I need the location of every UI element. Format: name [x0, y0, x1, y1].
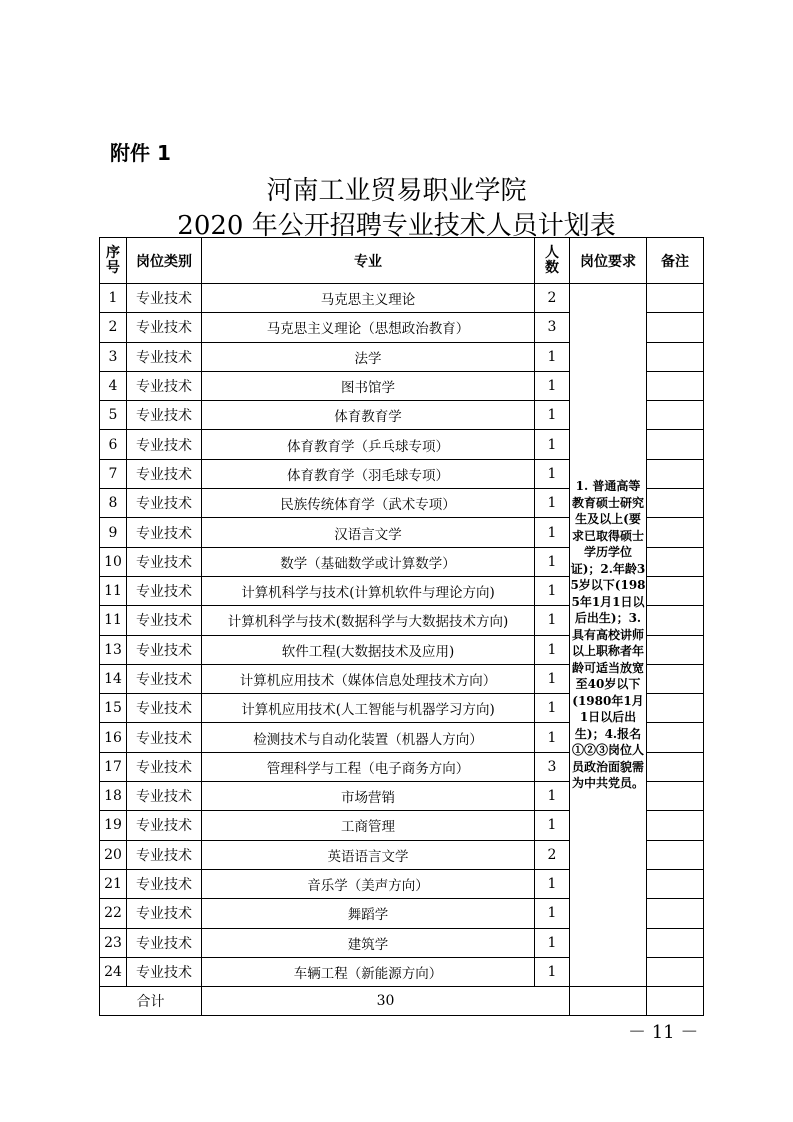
row-number: 23 — [100, 928, 127, 957]
row-count: 1 — [535, 459, 570, 488]
row-major: 法学 — [202, 342, 535, 371]
row-category: 专业技术 — [127, 518, 202, 547]
row-number: 4 — [100, 371, 127, 400]
row-number: 11 — [100, 606, 127, 635]
row-number: 17 — [100, 752, 127, 781]
row-count: 1 — [535, 430, 570, 459]
row-count: 1 — [535, 401, 570, 430]
row-number: 16 — [100, 723, 127, 752]
total-label: 合计 — [100, 987, 202, 1016]
row-major: 软件工程(大数据技术及应用) — [202, 635, 535, 664]
row-category: 专业技术 — [127, 284, 202, 313]
row-count: 1 — [535, 576, 570, 605]
header-major: 专业 — [202, 238, 535, 284]
row-number: 8 — [100, 489, 127, 518]
row-category: 专业技术 — [127, 899, 202, 928]
row-remarks — [647, 899, 704, 928]
recruitment-plan-table — [99, 237, 704, 1016]
row-count: 1 — [535, 694, 570, 723]
row-category: 专业技术 — [127, 430, 202, 459]
row-remarks — [647, 401, 704, 430]
row-major: 英语语言文学 — [202, 840, 535, 869]
row-category: 专业技术 — [127, 489, 202, 518]
row-category: 专业技术 — [127, 723, 202, 752]
row-number: 18 — [100, 782, 127, 811]
row-count: 1 — [535, 957, 570, 986]
row-count: 1 — [535, 547, 570, 576]
document-subtitle: 2020 年公开招聘专业技术人员计划表 — [177, 211, 616, 241]
total-value: 30 — [202, 987, 570, 1016]
row-count: 1 — [535, 928, 570, 957]
total-row — [100, 987, 704, 1016]
row-number: 7 — [100, 459, 127, 488]
row-count: 1 — [535, 518, 570, 547]
row-number: 2 — [100, 313, 127, 342]
row-remarks — [647, 840, 704, 869]
row-count: 2 — [535, 840, 570, 869]
row-category: 专业技术 — [127, 928, 202, 957]
row-category: 专业技术 — [127, 342, 202, 371]
row-remarks — [647, 518, 704, 547]
row-remarks — [647, 694, 704, 723]
row-major: 车辆工程（新能源方向） — [202, 957, 535, 986]
row-major: 民族传统体育学（武术专项） — [202, 489, 535, 518]
row-count: 1 — [535, 342, 570, 371]
row-number: 14 — [100, 664, 127, 693]
row-count: 1 — [535, 371, 570, 400]
row-remarks — [647, 489, 704, 518]
row-count: 1 — [535, 869, 570, 898]
table-header-row — [100, 238, 704, 284]
header-count: 人 数 — [535, 238, 570, 284]
document-title: 河南工业贸易职业学院 — [266, 176, 527, 206]
total-requirements-empty — [570, 987, 647, 1016]
row-count: 2 — [535, 284, 570, 313]
page-number: － 11 － — [628, 1022, 699, 1043]
row-category: 专业技术 — [127, 782, 202, 811]
row-major: 马克思主义理论（思想政治教育） — [202, 313, 535, 342]
row-count: 3 — [535, 313, 570, 342]
row-category: 专业技术 — [127, 664, 202, 693]
row-remarks — [647, 459, 704, 488]
table-row — [100, 284, 704, 313]
requirements-cell: 1. 普通高等教育硕士研究生及以上(要求已取得硕士学历学位证)；2.年龄35岁以下(1985年1月1日以后出生)；3.具有高校讲师以上职称者年龄可适当放宽至40岁以下(1980年1月1日以后出生)；4.报名①②③岗位人员政治面貌需为中共党员。 — [570, 284, 647, 987]
row-remarks — [647, 723, 704, 752]
row-number: 5 — [100, 401, 127, 430]
row-category: 专业技术 — [127, 635, 202, 664]
row-number: 13 — [100, 635, 127, 664]
row-major: 计算机应用技术(人工智能与机器学习方向) — [202, 694, 535, 723]
row-major: 图书馆学 — [202, 371, 535, 400]
row-number: 9 — [100, 518, 127, 547]
row-category: 专业技术 — [127, 459, 202, 488]
row-major: 体育教育学 — [202, 401, 535, 430]
attachment-label: 附件 1 — [110, 141, 171, 165]
row-remarks — [647, 635, 704, 664]
row-major: 检测技术与自动化装置（机器人方向） — [202, 723, 535, 752]
row-number: 19 — [100, 811, 127, 840]
row-category: 专业技术 — [127, 752, 202, 781]
row-major: 工商管理 — [202, 811, 535, 840]
row-category: 专业技术 — [127, 840, 202, 869]
row-count: 1 — [535, 489, 570, 518]
row-remarks — [647, 957, 704, 986]
row-remarks — [647, 576, 704, 605]
row-major: 体育教育学（乒乓球专项） — [202, 430, 535, 459]
row-remarks — [647, 664, 704, 693]
row-count: 1 — [535, 606, 570, 635]
row-remarks — [647, 606, 704, 635]
row-remarks — [647, 342, 704, 371]
row-major: 管理科学与工程（电子商务方向） — [202, 752, 535, 781]
row-remarks — [647, 752, 704, 781]
row-remarks — [647, 869, 704, 898]
row-count: 1 — [535, 635, 570, 664]
row-number: 3 — [100, 342, 127, 371]
row-major: 计算机科学与技术(计算机软件与理论方向) — [202, 576, 535, 605]
row-major: 汉语言文学 — [202, 518, 535, 547]
header-remarks: 备注 — [647, 238, 704, 284]
row-category: 专业技术 — [127, 576, 202, 605]
row-category: 专业技术 — [127, 869, 202, 898]
row-number: 11 — [100, 576, 127, 605]
row-count: 1 — [535, 723, 570, 752]
row-number: 6 — [100, 430, 127, 459]
row-count: 1 — [535, 811, 570, 840]
row-count: 1 — [535, 782, 570, 811]
row-remarks — [647, 371, 704, 400]
header-requirements: 岗位要求 — [570, 238, 647, 284]
row-number: 22 — [100, 899, 127, 928]
row-number: 10 — [100, 547, 127, 576]
row-category: 专业技术 — [127, 811, 202, 840]
row-count: 1 — [535, 899, 570, 928]
row-number: 1 — [100, 284, 127, 313]
row-category: 专业技术 — [127, 606, 202, 635]
row-remarks — [647, 430, 704, 459]
row-number: 20 — [100, 840, 127, 869]
row-category: 专业技术 — [127, 547, 202, 576]
row-category: 专业技术 — [127, 957, 202, 986]
row-major: 数学（基础数学或计算数学） — [202, 547, 535, 576]
row-major: 舞蹈学 — [202, 899, 535, 928]
row-major: 市场营销 — [202, 782, 535, 811]
row-major: 马克思主义理论 — [202, 284, 535, 313]
row-major: 计算机应用技术（媒体信息处理技术方向） — [202, 664, 535, 693]
row-number: 24 — [100, 957, 127, 986]
row-remarks — [647, 928, 704, 957]
row-category: 专业技术 — [127, 371, 202, 400]
row-remarks — [647, 284, 704, 313]
row-remarks — [647, 811, 704, 840]
row-category: 专业技术 — [127, 313, 202, 342]
row-category: 专业技术 — [127, 401, 202, 430]
total-remarks-empty — [647, 987, 704, 1016]
row-major: 体育教育学（羽毛球专项） — [202, 459, 535, 488]
row-count: 3 — [535, 752, 570, 781]
header-category: 岗位类别 — [127, 238, 202, 284]
header-seq: 序 号 — [100, 238, 127, 284]
row-category: 专业技术 — [127, 694, 202, 723]
row-major: 音乐学（美声方向） — [202, 869, 535, 898]
row-number: 21 — [100, 869, 127, 898]
row-remarks — [647, 782, 704, 811]
row-number: 15 — [100, 694, 127, 723]
row-count: 1 — [535, 664, 570, 693]
row-remarks — [647, 547, 704, 576]
row-major: 计算机科学与技术(数据科学与大数据技术方向) — [202, 606, 535, 635]
row-remarks — [647, 313, 704, 342]
row-major: 建筑学 — [202, 928, 535, 957]
